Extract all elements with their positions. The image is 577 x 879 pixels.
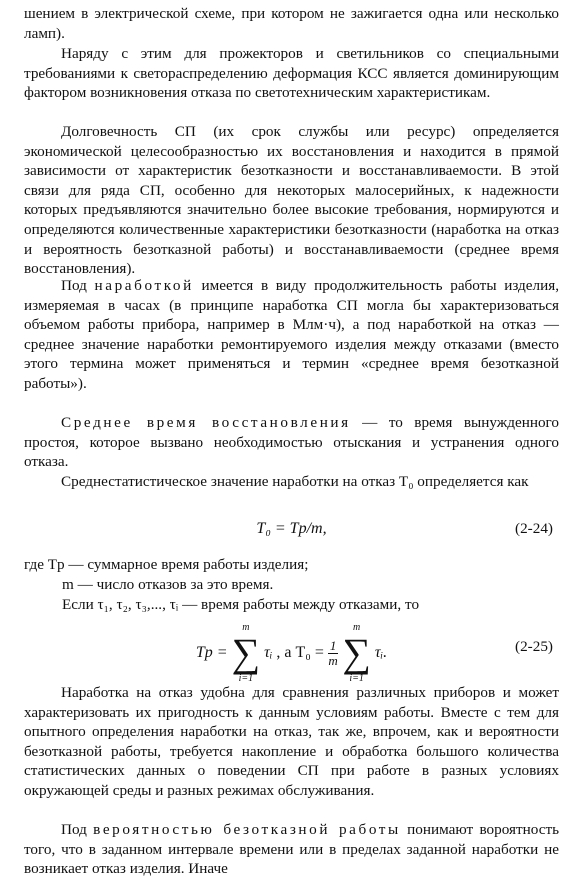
equation-2-25 bbox=[24, 612, 559, 692]
where-line-3: Если τ₁, τ₂, τ₃,..., τᵢ — время работы между отказами, то bbox=[62, 596, 420, 613]
fraction-1-over-m: $\frac{1}{m}$ bbox=[328, 637, 338, 668]
paragraph-8 bbox=[24, 820, 559, 879]
paragraph-8-rest: понимают вороятность того, что в заданном интервале времени или в пределах заданной наработки не возникает отказ изделия. Иначе bbox=[24, 821, 560, 878]
where-line-1: где Tр — суммарное время работы изделия; bbox=[24, 556, 309, 573]
eq-2-25-term-1: τᵢ bbox=[264, 644, 273, 661]
eq-2-25-mid: , а T₀ = bbox=[276, 644, 324, 661]
equation-2-25-number: (2-25) bbox=[515, 638, 553, 655]
paragraph-3: Долговечность СП (их срок службы или ресурс) определяется экономической целесообразностью их восстановления и находится в прямой зависимости от характеристик безотказности и восстанавливаемости. В этой связи для ряда СП, особенно для некоторых малосерийных, к надежности которых предъявляются значительно более высокие требования, нормируются и определяются количественные характеристики безотказности (наработка на отказ и вероятность безотказной работы) и восстанавливаемости (среднее время восстановления). bbox=[24, 123, 559, 278]
equation-2-24-body: T₀ = Tр/m, bbox=[256, 520, 327, 537]
paragraph-1: шением в электрической схеме, при котором не зажигается одна или несколько ламп). bbox=[24, 5, 559, 42]
equation-2-24-number: (2-24) bbox=[515, 520, 553, 537]
term-veroyatnost: вероятностью безотказной работы bbox=[93, 821, 401, 838]
eq-2-25-lhs: Tр = bbox=[195, 644, 228, 661]
where-line-2: m — число отказов за это время. bbox=[62, 576, 274, 593]
summation-2: m ∑ i=1 bbox=[342, 622, 371, 684]
paragraph-7: Наработка на отказ удобна для сравнения различных приборов и может характеризовать их пригодность к данным условиям работы. Вместе с тем для опытного определения наработки на отказ, так же, впрочем, как и вероятности безотказной работы, требуется накопление и обработка большого количества статистических данных о поведении СП при работе в разных условиях окружающей среды и разных режимах обслуживания. bbox=[24, 684, 559, 799]
paragraph-6: Среднестатистическое значение наработки на отказ T₀ определяется как bbox=[61, 473, 529, 490]
term-srednee-vremya: Среднее время восстановления bbox=[61, 414, 351, 431]
paragraph-2: Наряду с этим для прожекторов и светильников со специальными требованиями к светораспределению деформация КСС является доминирующим фактором возникновения отказа по светотехническим характеристикам. bbox=[24, 45, 559, 102]
paragraph-4 bbox=[24, 276, 559, 394]
paragraph-5-rest: — то время вынужденного простоя, которое вызвано необходимостью отыскания и устранения одного отказа. bbox=[24, 414, 559, 471]
paragraph-4-lead: Под bbox=[61, 277, 87, 294]
summation-1: m ∑ i=1 bbox=[231, 622, 261, 684]
equation-2-24 bbox=[24, 520, 559, 550]
paragraph-4-rest: имеется в виду продолжительность работы изделия, измеряемая в часах (в принципе наработка СП могла бы характеризоваться объемом работы прибора, например в Млм·ч), а под наработкой на отказ — среднее значение наработки ремонтируемого изделия между отказами (вместо этого термина может применяться и термин «среднее время безотказной работы»). bbox=[24, 277, 560, 392]
paragraph-5 bbox=[24, 413, 559, 472]
eq-2-25-term-2: τᵢ. bbox=[374, 644, 388, 661]
term-narabotka: наработкой bbox=[94, 277, 194, 294]
paragraph-8-lead: Под bbox=[61, 821, 87, 838]
